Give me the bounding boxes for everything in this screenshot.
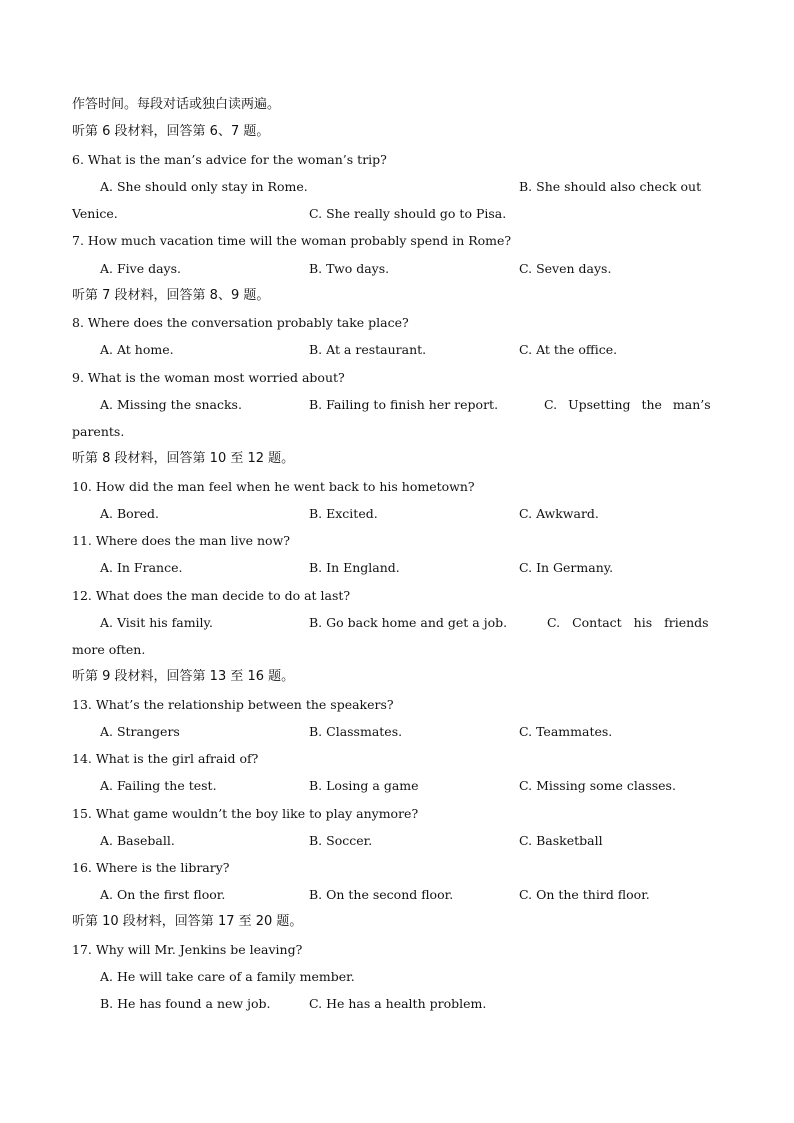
question-14-stem: 14. What is the girl afraid of? — [72, 751, 259, 766]
question-8-option-c: C. At the office. — [519, 342, 618, 357]
question-11-option-c: C. In Germany. — [519, 560, 614, 575]
question-13-stem: 13. What’s the relationship between the speakers? — [72, 697, 394, 712]
question-14-option-b: B. Losing a game — [309, 778, 419, 793]
question-9-option-b: B. Failing to finish her report. — [309, 397, 499, 412]
question-10-stem: 10. How did the man feel when he went back to his hometown? — [72, 479, 475, 494]
question-14-option-c: C. Missing some classes. — [519, 778, 676, 793]
question-6-option-b: B. She should also check out — [519, 179, 702, 194]
question-13-options — [100, 723, 722, 741]
question-10-option-a: A. Bored. — [100, 506, 160, 521]
question-6-option-a: A. She should only stay in Rome. — [100, 179, 308, 194]
question-6-options-row1 — [100, 178, 722, 196]
question-13-option-a: A. Strangers — [100, 724, 180, 739]
question-10-options — [100, 505, 722, 523]
question-10-option-b: B. Excited. — [309, 506, 378, 521]
question-16-stem: 16. Where is the library? — [72, 860, 230, 875]
question-11-stem: 11. Where does the man live now? — [72, 533, 290, 548]
section-header-6: 听第 6 段材料，回答第 6、7 题。 — [72, 124, 270, 139]
question-17-stem: 17. Why will Mr. Jenkins be leaving? — [72, 942, 303, 957]
question-6-option-b-cont: Venice. — [72, 206, 118, 221]
question-15-option-c: C. Basketball — [519, 833, 603, 848]
question-17-options-row2 — [100, 995, 722, 1013]
question-17-option-a: A. He will take care of a family member. — [100, 969, 355, 984]
question-15-stem: 15. What game wouldn’t the boy like to play anymore? — [72, 806, 419, 821]
question-8-stem: 8. Where does the conversation probably take place? — [72, 315, 409, 330]
question-14-options — [100, 777, 722, 795]
question-12-stem: 12. What does the man decide to do at last? — [72, 588, 351, 603]
question-15-options — [100, 832, 722, 850]
question-7-option-a: A. Five days. — [100, 261, 181, 276]
question-12-options — [100, 614, 722, 632]
question-13-option-c: C. Teammates. — [519, 724, 613, 739]
question-10-option-c: C. Awkward. — [519, 506, 599, 521]
question-8-option-b: B. At a restaurant. — [309, 342, 427, 357]
question-14-option-a: A. Failing the test. — [100, 778, 217, 793]
question-16-option-a: A. On the first floor. — [100, 887, 226, 902]
section-header-7: 听第 7 段材料，回答第 8、9 题。 — [72, 288, 270, 303]
question-12-option-b: B. Go back home and get a job. — [309, 615, 508, 630]
question-15-option-a: A. Baseball. — [100, 833, 175, 848]
question-15-option-b: B. Soccer. — [309, 833, 373, 848]
intro-text: 作答时间。每段对话或独白读两遍。 — [72, 97, 281, 112]
question-17-option-c: C. He has a health problem. — [309, 996, 487, 1011]
question-17-option-b: B. He has found a new job. — [100, 996, 271, 1011]
question-9-option-c: C. Upsetting the man’s — [544, 397, 711, 412]
question-11-options — [100, 559, 722, 577]
question-12-option-c: C. Contact his friends — [547, 615, 709, 630]
section-header-10: 听第 10 段材料，回答第 17 至 20 题。 — [72, 914, 303, 929]
question-11-option-b: B. In England. — [309, 560, 400, 575]
question-9-option-a: A. Missing the snacks. — [100, 397, 242, 412]
question-9-stem: 9. What is the woman most worried about? — [72, 370, 345, 385]
question-16-options — [100, 886, 722, 904]
question-11-option-a: A. In France. — [100, 560, 183, 575]
question-8-options — [100, 341, 722, 359]
question-6-stem: 6. What is the man’s advice for the woman’s trip? — [72, 152, 387, 167]
question-6-options-row2 — [72, 205, 722, 223]
question-7-options — [100, 260, 722, 278]
question-6-option-c: C. She really should go to Pisa. — [309, 206, 507, 221]
question-7-stem: 7. How much vacation time will the woman probably spend in Rome? — [72, 233, 512, 248]
question-12-option-c-cont: more often. — [72, 642, 146, 657]
question-7-option-c: C. Seven days. — [519, 261, 612, 276]
section-header-8: 听第 8 段材料，回答第 10 至 12 题。 — [72, 451, 295, 466]
question-16-option-c: C. On the third floor. — [519, 887, 650, 902]
question-13-option-b: B. Classmates. — [309, 724, 403, 739]
question-7-option-b: B. Two days. — [309, 261, 390, 276]
question-16-option-b: B. On the second floor. — [309, 887, 454, 902]
question-9-option-c-cont: parents. — [72, 424, 125, 439]
question-12-option-a: A. Visit his family. — [100, 615, 213, 630]
question-8-option-a: A. At home. — [100, 342, 174, 357]
section-header-9: 听第 9 段材料，回答第 13 至 16 题。 — [72, 669, 295, 684]
question-9-options — [100, 396, 722, 414]
